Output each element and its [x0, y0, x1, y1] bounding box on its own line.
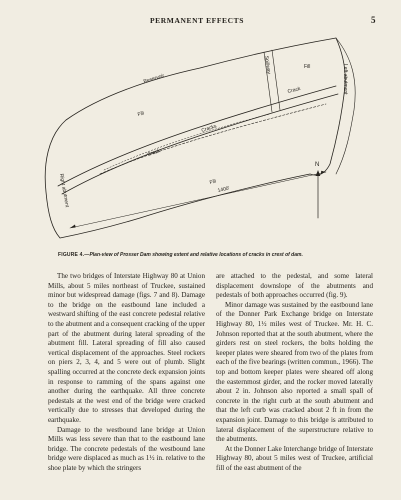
paragraph: Damage to the westbound lane bridge at Union Mills was less severe than that to the eastbound lane bridge. The concrete pedestals of the westbound lane bridge were displaced as much as 1½ in. relative to the shoe plate by which the stringers — [48, 425, 205, 472]
label-spillway: Spillway — [263, 55, 272, 75]
left-abutment-contour — [336, 38, 355, 174]
figure-4 — [40, 24, 372, 256]
right-column — [216, 272, 373, 473]
label-north: N — [315, 162, 320, 168]
dam-outline — [45, 38, 345, 238]
figure-caption — [58, 252, 368, 258]
caption-text: Plan-view of Prosser Dam showing extent and relative locations of cracks in crest of dam. — [89, 252, 303, 258]
label-scale: 1400' — [217, 185, 231, 194]
dam-plan-diagram — [40, 24, 372, 256]
label-left-abutment: Left abutment — [342, 64, 348, 95]
caption-label: FIGURE 4.— — [58, 252, 90, 258]
label-crack-right: Crack — [287, 85, 302, 95]
label-fill-top: Fill — [304, 64, 311, 70]
crest-line — [58, 86, 336, 186]
paragraph: are attached to the pedestal, and some lateral displacement downslope of the abutments and pedestals of both approaches occurred (fig. 9). — [216, 272, 373, 300]
paragraph: At the Donner Lake Interchange bridge of Interstate Highway 80, about 5 miles west of Truckee, artificial fill of the east abutment of the — [216, 444, 373, 472]
label-crack-left: Crack — [146, 148, 162, 158]
spillway-line — [272, 50, 280, 110]
paragraph: The two bridges of Interstate Highway 80 at Union Mills, about 5 miles northeast of Truckee, sustained minor but widespread damage (figs. 7 and 8). Damage to the bridge on the eastbound lane included a westward shifting of the east concrete pedestal relative to the abutment and a consequent cracking of the upper part of the abutment during lateral spreading of the abutment fill. Lateral spreading of fill also caused vertical displacement of the approaches. Steel rockers on piers 2, 3, 4, and 5 were out of plumb. Slight spalling occurred at the concrete deck expansion joints in response to ramming of the spans against one another during the earthquake. All three concrete pedestals at the west end of the bridge were cracked vertically due to stresses that developed during the earthquake. — [48, 272, 205, 424]
label-fill-bottom: Fill — [209, 178, 217, 186]
label-cracks-center: Cracks — [200, 123, 218, 134]
paragraph: Minor damage was sustained by the eastbound lane of the Donner Park Exchange bridge on Interstate Highway 80, 1½ miles west of Truckee. Mr. H. C. Johnson reported that at the south abutment, where the girders rest on steel rockers, the bolts holding the keeper plates were sheared from two of the plates from each of the five bearings (written commun., 1966). The top and bottom keeper plates were sheared off along the easternmost girder, and the rocker moved laterally about 2 in. Johnson also reported a small spall of concrete in the right curb at the south abutment and that the left curb was cracked about 2 ft in from the expansion joint. Damage to this bridge is attributed to lateral displacement of the superstructure relative to the abutments. — [216, 300, 373, 444]
crest-line — [62, 94, 338, 194]
extent-line — [70, 172, 326, 228]
page-number: 5 — [371, 15, 376, 25]
label-fill-left: Fill — [137, 110, 145, 118]
crack — [100, 104, 326, 174]
left-column — [48, 272, 205, 473]
label-reservoir: Reservoir — [142, 72, 166, 85]
label-right-abutment: Right abutment — [58, 173, 70, 208]
running-title: PERMANENT EFFECTS — [150, 16, 245, 25]
